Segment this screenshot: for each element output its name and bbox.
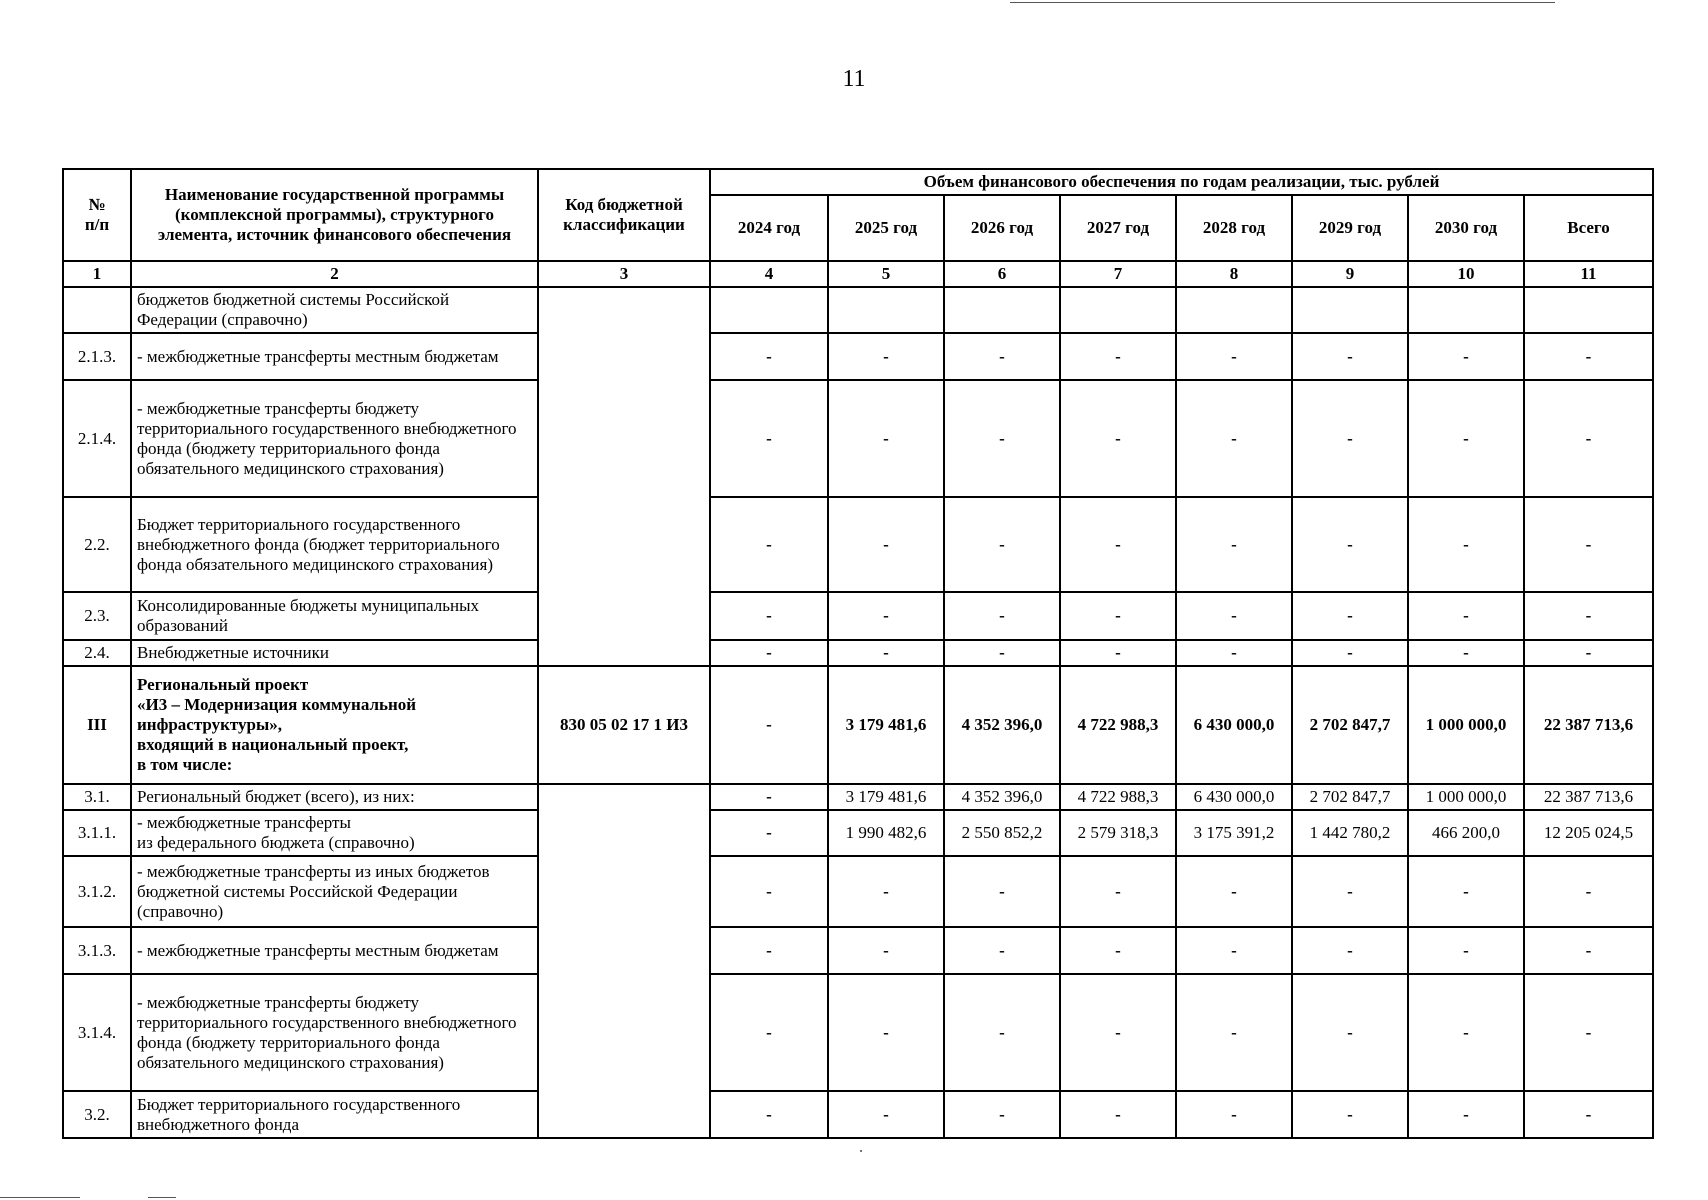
- header-year: 2024 год: [710, 195, 828, 261]
- column-number: 1: [63, 261, 131, 287]
- value-cell: -: [1524, 333, 1653, 380]
- value-cell: 4 352 396,0: [944, 784, 1060, 810]
- column-number: 2: [131, 261, 538, 287]
- header-year: 2025 год: [828, 195, 944, 261]
- value-cell: 3 175 391,2: [1176, 810, 1292, 856]
- header-volume: Объем финансового обеспечения по годам реализации, тыс. рублей: [710, 169, 1653, 195]
- header-num: № п/п: [63, 169, 131, 261]
- value-cell: -: [1524, 592, 1653, 640]
- table-row: [63, 927, 1653, 974]
- value-cell: 1 000 000,0: [1408, 666, 1524, 784]
- value-cell: -: [1176, 333, 1292, 380]
- value-cell: 3 179 481,6: [828, 784, 944, 810]
- value-cell: -: [710, 810, 828, 856]
- column-number: 4: [710, 261, 828, 287]
- column-number: 5: [828, 261, 944, 287]
- value-cell: 12 205 024,5: [1524, 810, 1653, 856]
- value-cell: -: [1292, 592, 1408, 640]
- value-cell: -: [1408, 380, 1524, 497]
- table-row: [63, 1091, 1653, 1138]
- column-number: 7: [1060, 261, 1176, 287]
- value-cell: -: [710, 333, 828, 380]
- value-cell: -: [944, 380, 1060, 497]
- value-cell: -: [828, 592, 944, 640]
- value-cell: 2 550 852,2: [944, 810, 1060, 856]
- value-cell: -: [1292, 333, 1408, 380]
- column-number: 10: [1408, 261, 1524, 287]
- value-cell: -: [828, 927, 944, 974]
- value-cell: -: [1292, 497, 1408, 592]
- value-cell: -: [1408, 856, 1524, 927]
- value-cell: -: [1408, 497, 1524, 592]
- scan-artifact-bottom-left: [0, 1197, 80, 1198]
- column-number: 9: [1292, 261, 1408, 287]
- scan-artifact-bottom-mid: [148, 1197, 176, 1198]
- value-cell: -: [710, 497, 828, 592]
- value-cell: -: [1060, 1091, 1176, 1138]
- value-cell: [1176, 287, 1292, 333]
- value-cell: -: [710, 640, 828, 666]
- table-row: [63, 592, 1653, 640]
- row-name: - межбюджетные трансферты бюджету территориального государственного внебюджетного фонда (бюджету территориального фонда обязательного медицинского страхования): [131, 974, 538, 1091]
- header-year: 2027 год: [1060, 195, 1176, 261]
- value-cell: 2 702 847,7: [1292, 666, 1408, 784]
- row-number: 2.1.4.: [63, 380, 131, 497]
- table-row: [63, 974, 1653, 1091]
- scan-artifact-dot: [860, 1150, 862, 1152]
- value-cell: -: [1060, 497, 1176, 592]
- row-name: Бюджет территориального государственного внебюджетного фонда (бюджет территориального фонда обязательного медицинского страхования): [131, 497, 538, 592]
- row-name: - межбюджетные трансферты из иных бюджетов бюджетной системы Российской Федерации (справочно): [131, 856, 538, 927]
- value-cell: -: [710, 380, 828, 497]
- value-cell: -: [1060, 974, 1176, 1091]
- row-name: - межбюджетные трансферты местным бюджетам: [131, 927, 538, 974]
- value-cell: 4 352 396,0: [944, 666, 1060, 784]
- value-cell: -: [1176, 927, 1292, 974]
- column-number: 11: [1524, 261, 1653, 287]
- scan-artifact-top: [1010, 2, 1555, 3]
- header-year: 2029 год: [1292, 195, 1408, 261]
- value-cell: -: [1176, 592, 1292, 640]
- budget-code-empty: [538, 287, 710, 666]
- value-cell: 1 442 780,2: [1292, 810, 1408, 856]
- budget-code-empty: [538, 784, 710, 1138]
- value-cell: -: [1524, 856, 1653, 927]
- value-cell: -: [828, 497, 944, 592]
- row-name: Региональный проект «И3 – Модернизация коммунальной инфраструктуры», входящий в национальный проект, в том числе:: [131, 666, 538, 784]
- value-cell: -: [1176, 497, 1292, 592]
- row-number: 2.3.: [63, 592, 131, 640]
- value-cell: -: [710, 927, 828, 974]
- value-cell: -: [1408, 640, 1524, 666]
- value-cell: -: [828, 640, 944, 666]
- row-number: [63, 287, 131, 333]
- value-cell: 466 200,0: [1408, 810, 1524, 856]
- table-row: [63, 810, 1653, 856]
- value-cell: -: [1176, 640, 1292, 666]
- value-cell: -: [1408, 1091, 1524, 1138]
- value-cell: -: [944, 1091, 1060, 1138]
- row-name: Консолидированные бюджеты муниципальных образований: [131, 592, 538, 640]
- value-cell: -: [710, 1091, 828, 1138]
- value-cell: -: [1176, 974, 1292, 1091]
- value-cell: 3 179 481,6: [828, 666, 944, 784]
- value-cell: -: [944, 333, 1060, 380]
- value-cell: 2 579 318,3: [1060, 810, 1176, 856]
- value-cell: -: [1176, 380, 1292, 497]
- row-number: 3.1.3.: [63, 927, 131, 974]
- row-number: 3.1.2.: [63, 856, 131, 927]
- value-cell: -: [1408, 927, 1524, 974]
- value-cell: [828, 287, 944, 333]
- value-cell: -: [828, 856, 944, 927]
- value-cell: -: [710, 784, 828, 810]
- value-cell: [1408, 287, 1524, 333]
- value-cell: [944, 287, 1060, 333]
- value-cell: 22 387 713,6: [1524, 784, 1653, 810]
- value-cell: -: [1408, 333, 1524, 380]
- table-row: [63, 640, 1653, 666]
- value-cell: -: [828, 1091, 944, 1138]
- value-cell: [1060, 287, 1176, 333]
- row-name: бюджетов бюджетной системы Российской Федерации (справочно): [131, 287, 538, 333]
- header-total: Всего: [1524, 195, 1653, 261]
- value-cell: [1292, 287, 1408, 333]
- row-number: 3.1.4.: [63, 974, 131, 1091]
- column-number: 3: [538, 261, 710, 287]
- value-cell: -: [1408, 974, 1524, 1091]
- value-cell: -: [828, 380, 944, 497]
- page-number: 11: [842, 66, 866, 92]
- value-cell: -: [1176, 856, 1292, 927]
- budget-code: 830 05 02 17 1 И3: [538, 666, 710, 784]
- column-number: 8: [1176, 261, 1292, 287]
- value-cell: 1 990 482,6: [828, 810, 944, 856]
- value-cell: -: [944, 856, 1060, 927]
- value-cell: -: [1408, 592, 1524, 640]
- header-year: 2026 год: [944, 195, 1060, 261]
- value-cell: -: [944, 592, 1060, 640]
- value-cell: -: [1524, 497, 1653, 592]
- value-cell: -: [710, 856, 828, 927]
- value-cell: -: [1060, 333, 1176, 380]
- value-cell: -: [1292, 1091, 1408, 1138]
- value-cell: -: [1292, 380, 1408, 497]
- value-cell: -: [944, 497, 1060, 592]
- value-cell: -: [828, 974, 944, 1091]
- header-name: Наименование государственной программы (комплексной программы), структурного элемента, источник финансового обеспечения: [131, 169, 538, 261]
- header-year: 2030 год: [1408, 195, 1524, 261]
- row-number: 3.1.1.: [63, 810, 131, 856]
- value-cell: -: [1524, 1091, 1653, 1138]
- value-cell: -: [1292, 640, 1408, 666]
- value-cell: -: [828, 333, 944, 380]
- table-row: [63, 333, 1653, 380]
- row-name: Внебюджетные источники: [131, 640, 538, 666]
- table-row: [63, 287, 1653, 333]
- value-cell: -: [1292, 974, 1408, 1091]
- value-cell: -: [710, 974, 828, 1091]
- row-number: 2.1.3.: [63, 333, 131, 380]
- column-number: 6: [944, 261, 1060, 287]
- value-cell: 1 000 000,0: [1408, 784, 1524, 810]
- row-number: 2.2.: [63, 497, 131, 592]
- value-cell: -: [944, 640, 1060, 666]
- header-year: 2028 год: [1176, 195, 1292, 261]
- row-number: 3.2.: [63, 1091, 131, 1138]
- value-cell: -: [710, 666, 828, 784]
- value-cell: -: [1060, 592, 1176, 640]
- row-number: 2.4.: [63, 640, 131, 666]
- row-name: - межбюджетные трансферты местным бюджетам: [131, 333, 538, 380]
- value-cell: -: [1524, 380, 1653, 497]
- value-cell: -: [1060, 927, 1176, 974]
- value-cell: -: [1292, 856, 1408, 927]
- value-cell: 4 722 988,3: [1060, 784, 1176, 810]
- row-name: Бюджет территориального государственного внебюджетного фонда: [131, 1091, 538, 1138]
- value-cell: -: [1524, 927, 1653, 974]
- row-number: III: [63, 666, 131, 784]
- value-cell: 4 722 988,3: [1060, 666, 1176, 784]
- value-cell: 6 430 000,0: [1176, 666, 1292, 784]
- header-code: Код бюджетной классификации: [538, 169, 710, 261]
- value-cell: [1524, 287, 1653, 333]
- value-cell: -: [1176, 1091, 1292, 1138]
- value-cell: -: [944, 927, 1060, 974]
- table-row: [63, 497, 1653, 592]
- row-name: - межбюджетные трансферты из федерального бюджета (справочно): [131, 810, 538, 856]
- value-cell: -: [1524, 640, 1653, 666]
- value-cell: -: [1060, 640, 1176, 666]
- row-number: 3.1.: [63, 784, 131, 810]
- table-row-project: [63, 666, 1653, 784]
- table-row: [63, 380, 1653, 497]
- value-cell: -: [1292, 927, 1408, 974]
- value-cell: 22 387 713,6: [1524, 666, 1653, 784]
- value-cell: 2 702 847,7: [1292, 784, 1408, 810]
- value-cell: -: [1524, 974, 1653, 1091]
- table-row: [63, 856, 1653, 927]
- value-cell: -: [1060, 380, 1176, 497]
- table-row: [63, 784, 1653, 810]
- value-cell: -: [1060, 856, 1176, 927]
- row-name: - межбюджетные трансферты бюджету территориального государственного внебюджетного фонда (бюджету территориального фонда обязательного медицинского страхования): [131, 380, 538, 497]
- value-cell: -: [944, 974, 1060, 1091]
- value-cell: -: [710, 592, 828, 640]
- row-name: Региональный бюджет (всего), из них:: [131, 784, 538, 810]
- value-cell: 6 430 000,0: [1176, 784, 1292, 810]
- financing-table: [62, 168, 1654, 1139]
- value-cell: [710, 287, 828, 333]
